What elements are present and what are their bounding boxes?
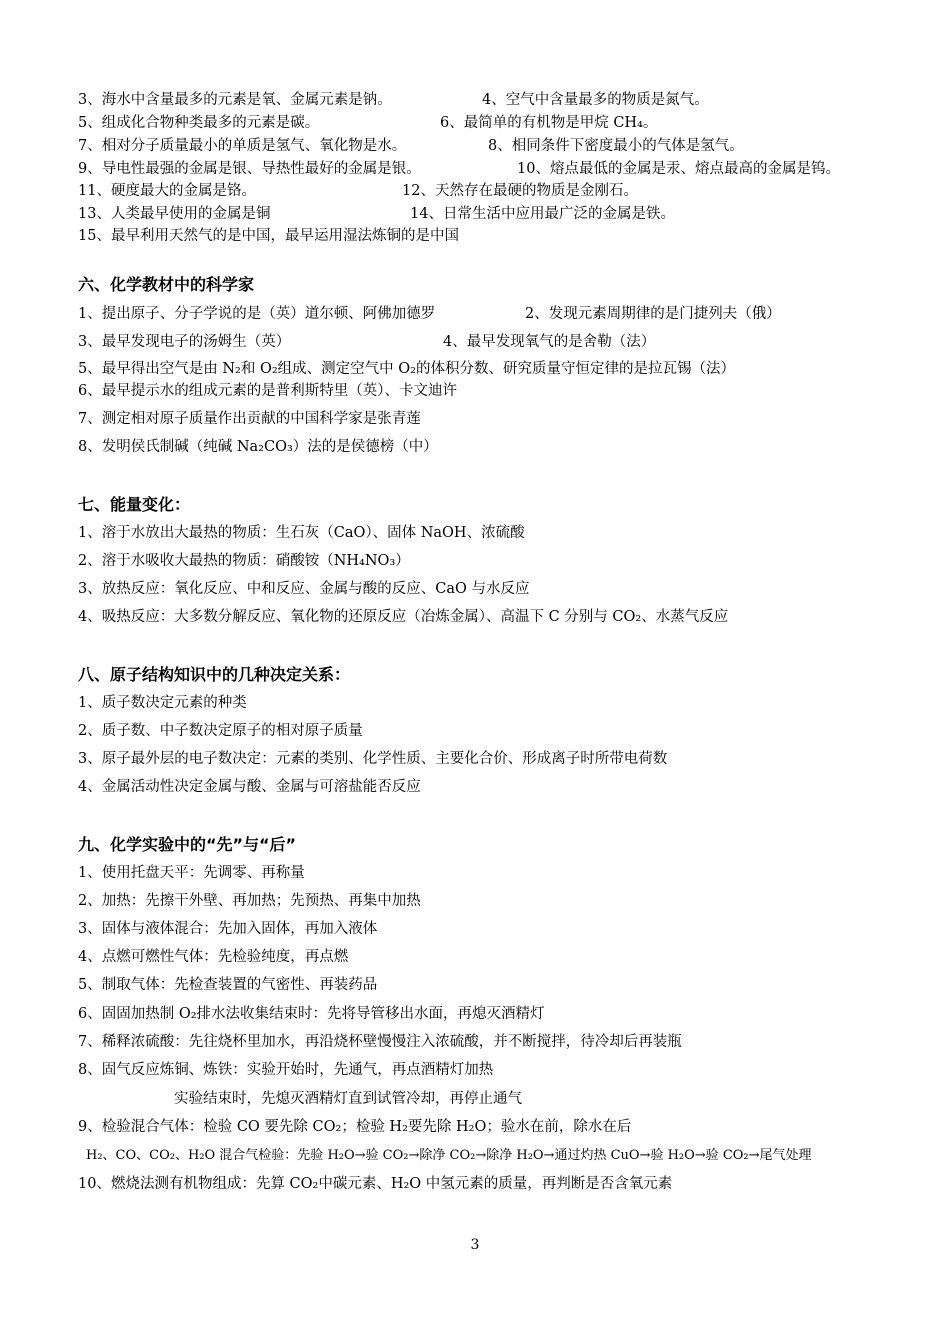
s9-line-9: 9、检验混合气体：检验 CO 要先除 CO₂；检验 H₂要先除 H₂O；验水在前，除水在后	[78, 1119, 632, 1135]
s5-line-7	[78, 226, 459, 246]
s6-line-3	[78, 359, 735, 379]
s9-line-5: 5、制取气体：先检查装置的气密性、再装药品	[78, 977, 378, 993]
s6-item-5: 5、最早得出空气是由 N₂和 O₂组成、测定空气中 O₂的体积分数、研究质量守恒定律的是拉瓦锡（法）	[78, 361, 735, 377]
s5-item-7: 7、相对分子质量最小的单质是氢气、氧化物是水。	[78, 138, 407, 154]
s8-line-3: 3、原子最外层的电子数决定：元素的类别、化学性质、主要化合价、形成离子时所带电荷数	[78, 751, 668, 767]
s6-line-2	[78, 332, 290, 352]
s7-line-2: 2、溶于水吸收大最热的物质：硝酸铵（NH₄NO₃）	[78, 553, 410, 569]
s5-line-4	[78, 159, 421, 179]
s5-item-14: 14、日常生活中应用最广泛的金属是铁。	[410, 206, 675, 222]
s7-line-1: 1、溶于水放出大最热的物质：生石灰（CaO）、固体 NaOH、浓硫酸	[78, 525, 525, 541]
s5-item-12: 12、天然存在最硬的物质是金刚石。	[402, 183, 638, 199]
s6-line-2b	[443, 332, 655, 352]
s9-line-9b: H₂、CO、CO₂、H₂O 混合气检验：先验 H₂O→验 CO₂→除净 CO₂→除净 H₂O→通过灼热 CuO→验 H₂O→验 CO₂→尾气处理	[86, 1148, 812, 1163]
s9-line-8b: 实验结束时，先熄灭酒精灯直到试管冷却，再停止通气	[174, 1091, 522, 1107]
s6-item-1: 1、提出原子、分子学说的是（英）道尔顿、阿佛加德罗	[78, 306, 436, 322]
s9-line-3: 3、固体与液体混合：先加入固体，再加入液体	[78, 921, 378, 937]
s6-item-4: 4、最早发现氧气的是舍勒（法）	[443, 334, 656, 350]
s5-item-11: 11、硬度最大的金属是铬。	[78, 183, 256, 199]
s5-line-6b	[410, 204, 675, 224]
section7-title: 七、能量变化：	[78, 495, 191, 514]
s5-line-1	[78, 90, 392, 110]
s6-item-2: 2、发现元素周期律的是门捷列夫（俄）	[525, 306, 781, 322]
s7-line-3: 3、放热反应：氧化反应、中和反应、金属与酸的反应、CaO 与水反应	[78, 581, 530, 597]
s5-item-10: 10、熔点最低的金属是汞、熔点最高的金属是钨。	[517, 161, 840, 177]
s5-line-6	[78, 204, 270, 224]
s7-line-4: 4、吸热反应：大多数分解反应、氧化物的还原反应（冶炼金属）、高温下 C 分别与 CO₂、水蒸气反应	[78, 609, 729, 625]
s6-line-5	[78, 409, 421, 429]
section6-title: 六、化学教材中的科学家	[78, 275, 255, 294]
s6-item-6: 6、最早提示水的组成元素的是普利斯特里（英）、卡文迪许	[78, 383, 457, 399]
s8-line-2: 2、质子数、中子数决定原子的相对原子质量	[78, 723, 363, 739]
s5-line-1b	[482, 90, 709, 110]
s6-line-6	[78, 437, 438, 457]
s5-item-13: 13、人类最早使用的金属是铜	[78, 206, 271, 222]
s6-line-4	[78, 381, 457, 401]
s5-item-8: 8、相同条件下密度最小的气体是氢气。	[488, 138, 744, 154]
page-number: 3	[470, 1237, 480, 1253]
s5-item-6: 6、最简单的有机物是甲烷 CH₄。	[440, 115, 658, 131]
s5-line-3	[78, 136, 406, 156]
s9-line-8: 8、固气反应炼铜、炼铁：实验开始时，先通气，再点酒精灯加热	[78, 1062, 494, 1078]
s6-line-1b	[525, 304, 781, 324]
s9-line-6: 6、固固加热制 O₂排水法收集结束时：先将导管移出水面，再熄灭酒精灯	[78, 1006, 545, 1022]
s5-line-5b	[402, 181, 638, 201]
s9-line-1: 1、使用托盘天平：先调零、再称量	[78, 865, 305, 881]
s8-line-4: 4、金属活动性决定金属与酸、金属与可溶盐能否反应	[78, 779, 421, 795]
s5-line-3b	[488, 136, 744, 156]
s9-line-10: 10、燃烧法测有机物组成：先算 CO₂中碳元素、H₂O 中氢元素的质量，再判断是否含氧元素	[78, 1176, 673, 1192]
s9-line-7: 7、稀释浓硫酸：先往烧杯里加水，再沿烧杯壁慢慢注入浓硫酸，并不断搅拌，待冷却后再装瓶	[78, 1034, 682, 1050]
s9-line-2: 2、加热：先擦干外壁、再加热；先预热、再集中加热	[78, 893, 421, 909]
s5-line-4b	[517, 159, 840, 179]
s5-line-2b	[440, 113, 657, 133]
s9-line-4: 4、点燃可燃性气体：先检验纯度，再点燃	[78, 949, 349, 965]
s8-line-1: 1、质子数决定元素的种类	[78, 695, 247, 711]
section9-title: 九、化学实验中的“先”与“后”	[78, 835, 297, 854]
s6-item-8: 8、发明侯氏制碱（纯碱 Na₂CO₃）法的是侯德榜（中）	[78, 439, 438, 455]
s5-item-3: 3、海水中含量最多的元素是氧、金属元素是钠。	[78, 92, 392, 108]
s5-item-9: 9、导电性最强的金属是银、导热性最好的金属是银。	[78, 161, 421, 177]
s5-item-5: 5、组成化合物种类最多的元素是碳。	[78, 115, 320, 131]
s6-line-1	[78, 304, 435, 324]
s6-item-3: 3、最早发现电子的汤姆生（英）	[78, 334, 291, 350]
s5-item-15: 15、最早利用天然气的是中国，最早运用湿法炼铜的是中国	[78, 228, 459, 244]
s6-item-7: 7、测定相对原子质量作出贡献的中国科学家是张青莲	[78, 411, 421, 427]
section8-title: 八、原子结构知识中的几种决定关系：	[78, 665, 351, 684]
s5-line-2	[78, 113, 319, 133]
s5-line-5	[78, 181, 256, 201]
s5-item-4: 4、空气中含量最多的物质是氮气。	[482, 92, 709, 108]
